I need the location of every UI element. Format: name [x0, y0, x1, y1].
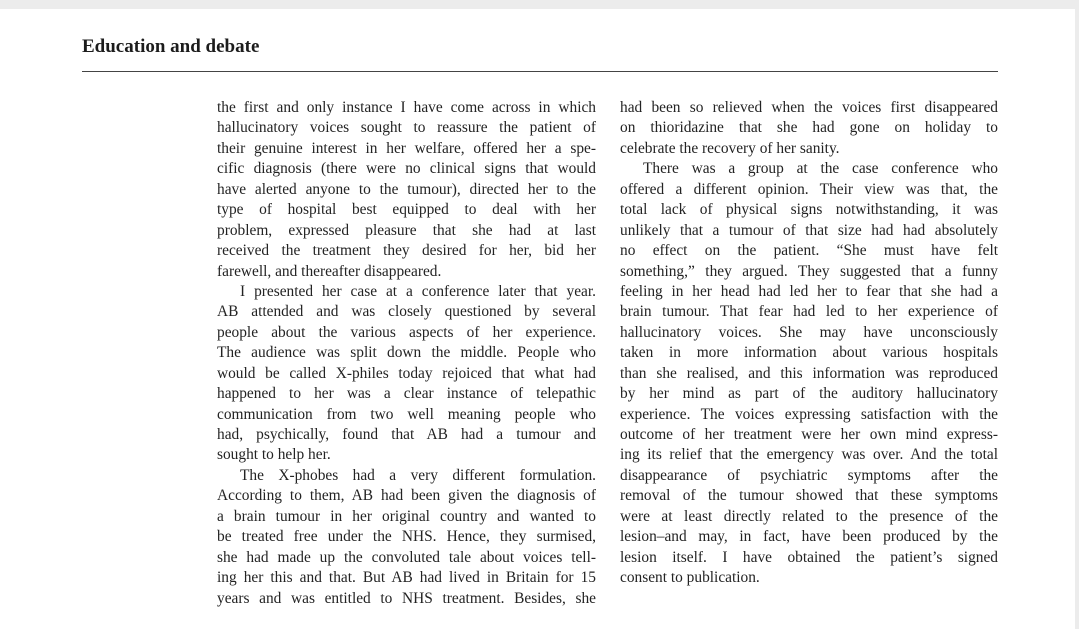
- text-line: received the treatment they desired for her, bid her: [217, 242, 596, 260]
- text-line: hallucinatory voices. She may have unconsciously: [620, 323, 998, 341]
- text-line: were at least directly related to the presence of the: [620, 507, 998, 525]
- text-line: removal of the tumour showed that these symptoms: [620, 487, 998, 505]
- text-line: celebrate the recovery of her sanity.: [620, 139, 840, 157]
- text-line: hallucinatory voices sought to reassure the patient of: [217, 119, 596, 137]
- text-line: consent to publication.: [620, 569, 760, 587]
- text-line: cific diagnosis (there were no clinical signs that would: [217, 160, 596, 178]
- text-line: problem, expressed pleasure that she had at last: [217, 221, 596, 239]
- text-column-right: [620, 98, 998, 589]
- text-line: taken in more information about various hospitals: [620, 344, 998, 362]
- text-line: ing its relief that the emergency was over. And the total: [620, 446, 998, 464]
- text-line: the first and only instance I have come across in which: [217, 99, 596, 116]
- text-line: have alerted anyone to the tumour), directed her to the: [217, 180, 596, 198]
- text-line: AB attended and was closely questioned by several: [217, 303, 596, 321]
- text-line: unlikely that a tumour of that size had had absolutely: [620, 221, 998, 239]
- text-line: by her mind as part of the auditory hallucinatory: [620, 385, 998, 403]
- header-divider: [82, 71, 998, 72]
- text-line: she had made up the convoluted tale about voices tell-: [217, 548, 596, 566]
- text-line: a brain tumour in her original country and wanted to: [217, 507, 596, 525]
- text-line: The X-phobes had a very different formulation.: [240, 466, 596, 484]
- text-line: had been so relieved when the voices first disappeared: [620, 99, 998, 116]
- text-line: on thioridazine that she had gone on holiday to: [620, 119, 998, 137]
- text-line: than she realised, and this information was reproduced: [620, 364, 998, 382]
- text-line: farewell, and thereafter disappeared.: [217, 262, 442, 280]
- text-line: ing her this and that. But AB had lived in Britain for 15: [217, 569, 596, 587]
- text-line: disappearance of psychiatric symptoms after the: [620, 466, 998, 484]
- text-line: be treated free under the NHS. Hence, they surmised,: [217, 528, 596, 546]
- text-column-left: [217, 98, 596, 609]
- text-line: I presented her case at a conference later that year.: [240, 282, 596, 300]
- text-line: years and was entitled to NHS treatment. Besides, she: [217, 589, 596, 607]
- text-line: had, psychically, found that AB had a tumour and: [217, 426, 596, 443]
- text-line: feeling in her head had led her to fear that she had a: [620, 282, 998, 300]
- text-line: something,” they argued. They suggested that a funny: [620, 262, 998, 280]
- text-line: their genuine interest in her welfare, offered her a spe-: [217, 139, 596, 157]
- text-line: outcome of her treatment were her own mind express-: [620, 426, 998, 443]
- text-line: brain tumour. That fear had led to her experience of: [620, 303, 998, 321]
- text-line: offered a different opinion. Their view was that, the: [620, 180, 998, 198]
- text-line: total lack of physical signs notwithstanding, it was: [620, 201, 998, 219]
- text-line: According to them, AB had been given the diagnosis of: [217, 487, 596, 505]
- text-line: experience. The voices expressing satisfaction with the: [620, 405, 998, 423]
- text-line: communication from two well meaning people who: [217, 405, 596, 423]
- text-line: lesion–and may, in fact, have been produced by the: [620, 528, 998, 546]
- section-title: Education and debate: [82, 36, 260, 57]
- text-line: people about the various aspects of her experience.: [217, 323, 596, 341]
- text-line: would be called X-philes today rejoiced that what had: [217, 364, 596, 382]
- text-line: happened to her was a clear instance of telepathic: [217, 385, 596, 403]
- text-line: The audience was split down the middle. People who: [217, 344, 596, 362]
- text-line: type of hospital best equipped to deal with her: [217, 201, 596, 219]
- text-line: There was a group at the case conference who: [643, 160, 998, 178]
- text-line: lesion itself. I have obtained the patient’s signed: [620, 548, 998, 566]
- text-line: sought to help her.: [217, 446, 331, 464]
- text-line: no effect on the patient. “She must have felt: [620, 242, 998, 260]
